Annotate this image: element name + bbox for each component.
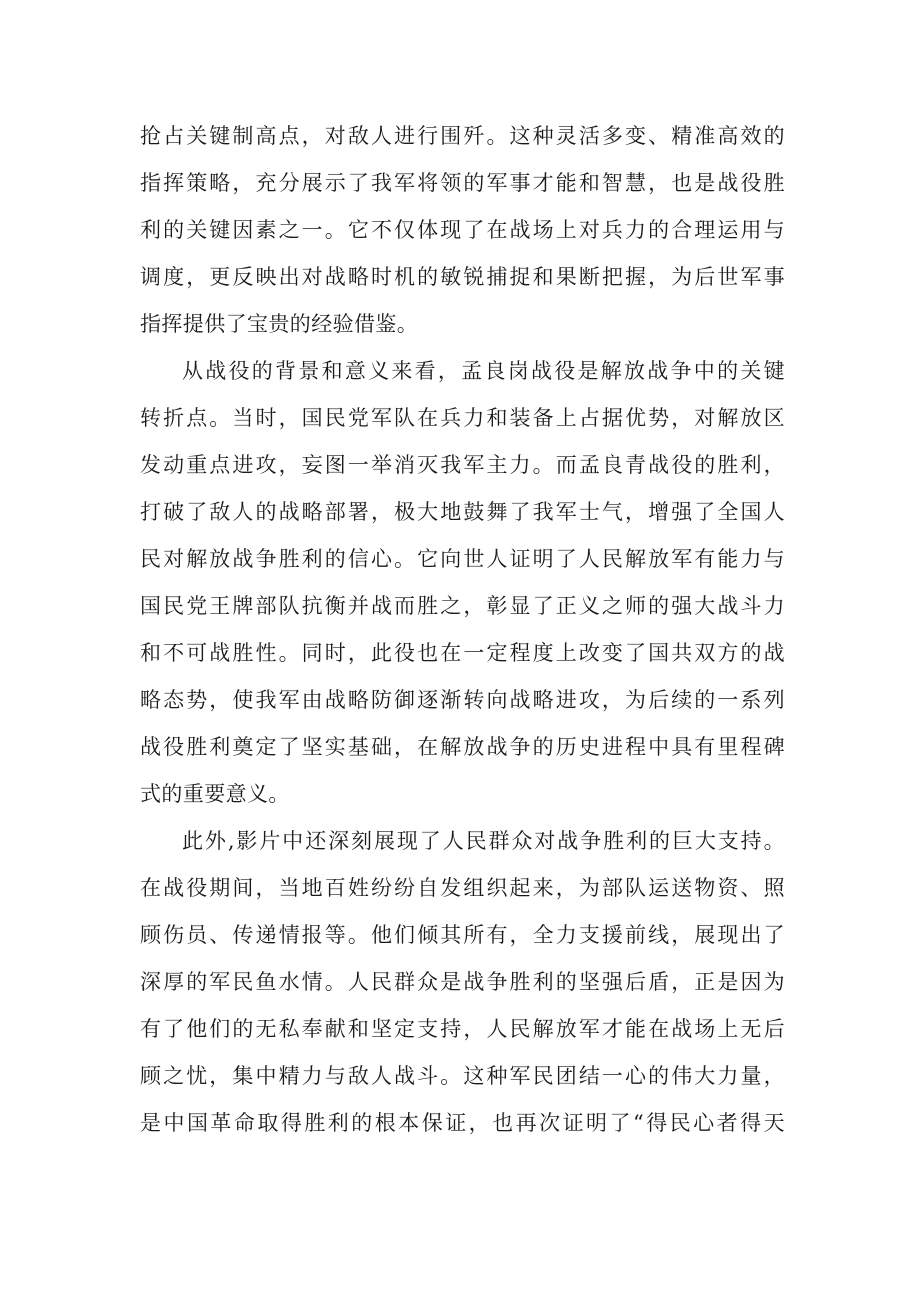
text-line: 民对解放战争胜利的信心。它向世人证明了人民解放军有能力与 bbox=[140, 547, 785, 571]
text-line: 打破了敌人的战略部署，极大地鼓舞了我军士气，增强了全国人 bbox=[140, 500, 785, 524]
text-line: 此外,影片中还深刻展现了人民群众对战争胜利的巨大支持。 bbox=[182, 829, 785, 853]
text-line: 国民党王牌部队抗衡并战而胜之，彰显了正义之师的强大战斗力 bbox=[140, 594, 785, 618]
text-line: 和不可战胜性。同时，此役也在一定程度上改变了国共双方的战 bbox=[140, 641, 785, 665]
text-line: 深厚的军民鱼水情。人民群众是战争胜利的坚强后盾，正是因为 bbox=[140, 970, 785, 994]
text-line: 指挥策略，充分展示了我军将领的军事才能和智慧，也是战役胜 bbox=[140, 171, 785, 195]
paragraph-1 bbox=[140, 113, 785, 348]
text-line: 在战役期间，当地百姓纷纷自发组织起来，为部队运送物资、照 bbox=[140, 876, 785, 900]
text-line: 发动重点进攻，妄图一举消灭我军主力。而孟良青战役的胜利， bbox=[140, 453, 785, 477]
text-line: 利的关键因素之一。它不仅体现了在战场上对兵力的合理运用与 bbox=[140, 218, 785, 242]
paragraph-2 bbox=[140, 348, 785, 818]
text-line: 有了他们的无私奉献和坚定支持，人民解放军才能在战场上无后 bbox=[140, 1017, 785, 1041]
text-line: 战役胜利奠定了坚实基础，在解放战争的历史进程中具有里程碑 bbox=[140, 735, 785, 759]
text-line: 略态势，使我军由战略防御逐渐转向战略进攻，为后续的一系列 bbox=[140, 688, 785, 712]
text-line: 抢占关键制高点，对敌人进行围歼。这种灵活多变、精准高效的 bbox=[140, 124, 785, 148]
text-line: 顾伤员、传递情报等。他们倾其所有，全力支援前线，展现出了 bbox=[140, 923, 785, 947]
document-body bbox=[140, 113, 785, 1147]
text-line: 是中国革命取得胜利的根本保证，也再次证明了“得民心者得天 bbox=[140, 1111, 785, 1135]
text-line: 顾之忧，集中精力与敌人战斗。这种军民团结一心的伟大力量， bbox=[140, 1064, 785, 1088]
text-line: 转折点。当时，国民党军队在兵力和装备上占据优势，对解放区 bbox=[140, 406, 785, 430]
paragraph-3 bbox=[140, 818, 785, 1147]
text-line: 从战役的背景和意义来看，孟良岗战役是解放战争中的关键 bbox=[182, 359, 785, 383]
text-line: 调度，更反映出对战略时机的敏锐捕捉和果断把握，为后世军事 bbox=[140, 265, 785, 289]
text-line: 指挥提供了宝贵的经验借鉴。 bbox=[140, 312, 419, 336]
text-line: 式的重要意义。 bbox=[140, 782, 290, 806]
